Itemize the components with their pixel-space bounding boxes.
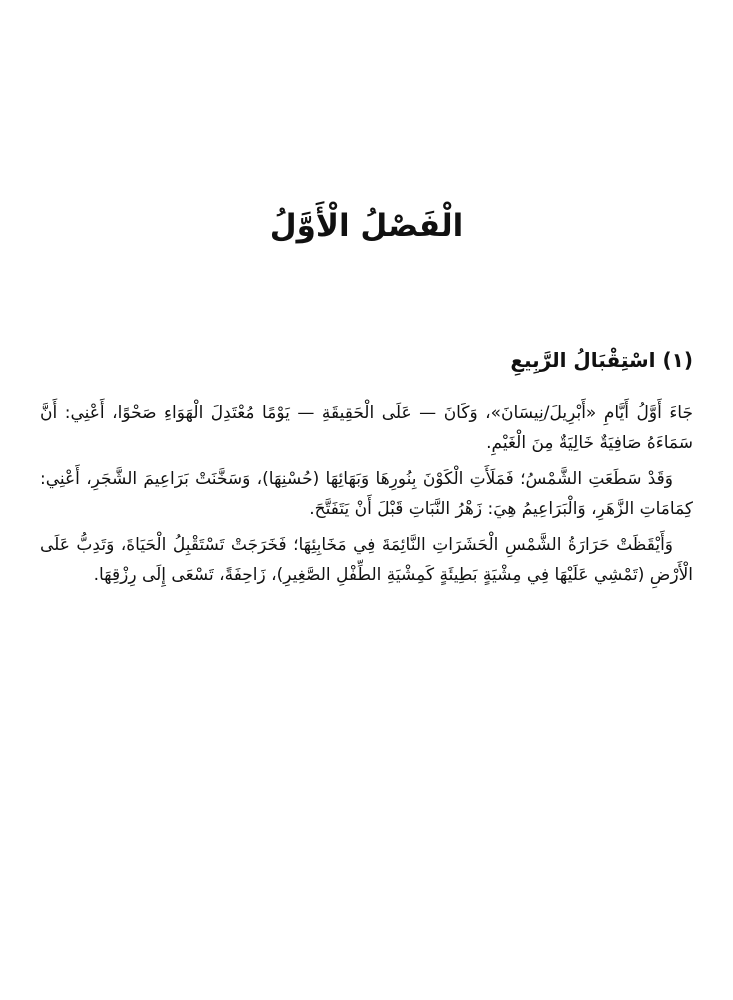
chapter-title: الْفَصْلُ الْأَوَّلُ	[269, 208, 464, 244]
section-heading: (١) اسْتِقْبَالُ الرَّبِيعِ	[510, 348, 693, 372]
paragraph: جَاءَ أَوَّلُ أَيَّامِ «أَبْرِيلَ/نِيسَانَ»، وَكَانَ — عَلَى الْحَقِيقَةِ — يَوْمًا مُعْتَدِلَ الْهَوَاءِ صَحْوًا، أَعْنِي: أَنَّ سَمَاءَهُ صَافِيَةٌ خَالِيَةٌ مِنَ الْغَيْمِ.	[40, 403, 693, 453]
paragraph: وَقَدْ سَطَعَتِ الشَّمْسُ؛ فَمَلَأَتِ الْكَوْنَ بِنُورِهَا وَبَهَائِهَا (حُسْنِهَا)، وَسَخَّنَتْ بَرَاعِيمَ الشَّجَرِ، أَعْنِي: كِمَامَاتِ الزَّهَرِ، وَالْبَرَاعِيمُ هِيَ: زَهْرُ النَّبَاتِ قَبْلَ أَنْ يَتَفَتَّحَ.	[40, 469, 693, 519]
paragraph: وَأَيْقَظَتْ حَرَارَةُ الشَّمْسِ الْحَشَرَاتِ النَّائِمَةَ فِي مَخَابِئِهَا؛ فَخَرَجَتْ تَسْتَقْبِلُ الْحَيَاةَ، وَتَدِبُّ عَلَى الْأَرْضِ (تَمْشِي عَلَيْهَا فِي مِشْيَةٍ بَطِيئَةٍ كَمِشْيَةِ الطِّفْلِ الصَّغِيرِ)، زَاحِفَةً، تَسْعَى إِلَى رِزْقِهَا.	[40, 535, 693, 585]
body-text	[40, 398, 693, 596]
